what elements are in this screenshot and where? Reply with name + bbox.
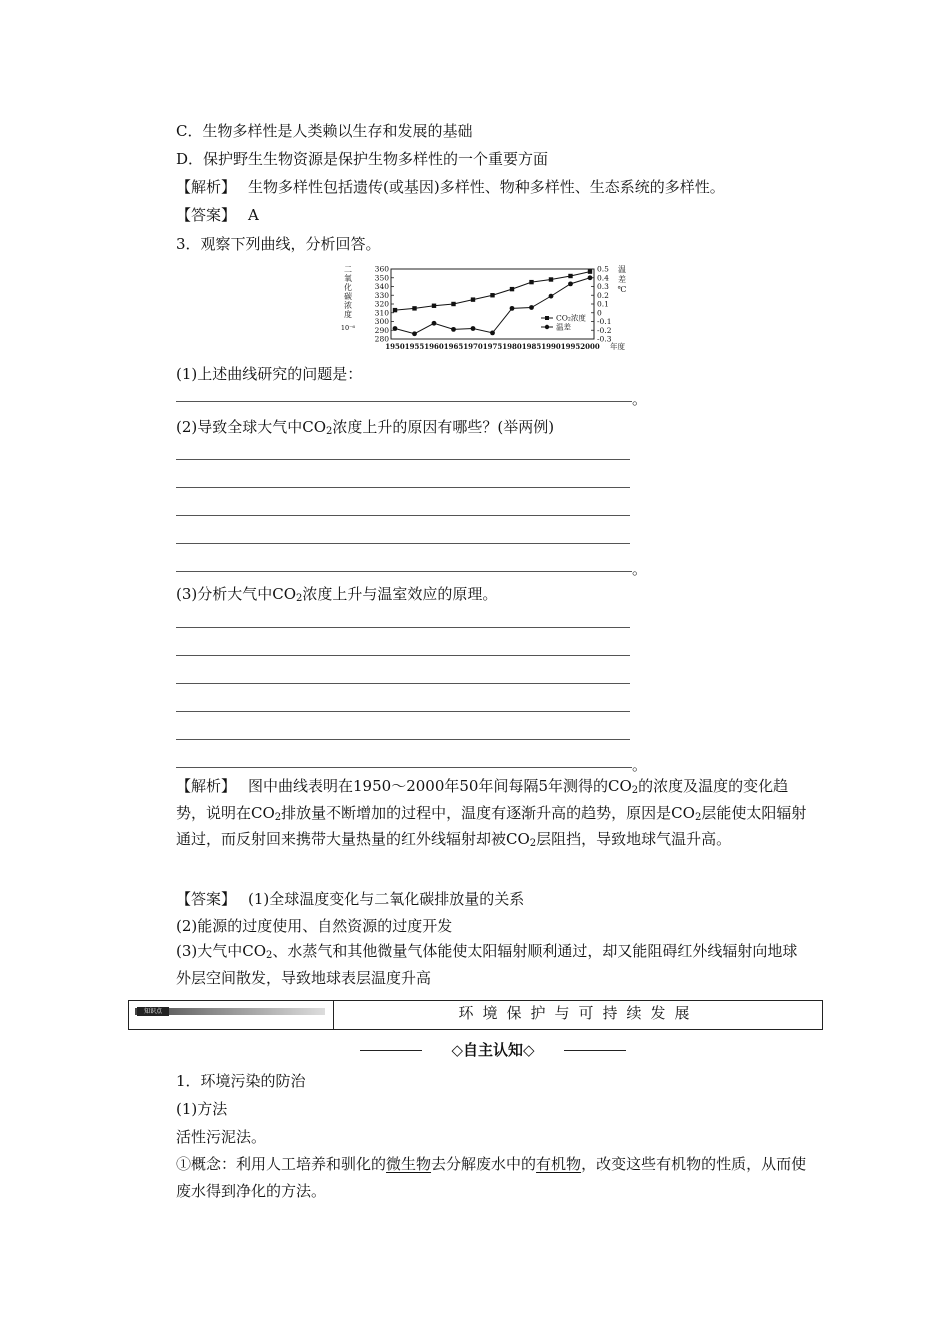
legend-square-marker [545, 316, 549, 320]
blank-period: 。 [632, 390, 648, 408]
blank-period: 。 [632, 756, 648, 774]
left-tick-label: 290 [374, 325, 389, 335]
left-axis-title-char: 度 [344, 310, 352, 319]
co2-point [432, 304, 436, 308]
right-tick-label: 0.5 [597, 264, 609, 274]
knowledge-point-badge: 知识点 [137, 1007, 169, 1016]
temp-point [549, 294, 554, 299]
underlined-term: 微生物 [386, 1155, 432, 1173]
temp-point [529, 305, 534, 310]
answer-label: 【答案】 [176, 206, 237, 224]
left-axis-title-char: 浓 [344, 301, 352, 310]
answer-blank [176, 739, 630, 740]
answer-blank [176, 767, 632, 768]
analysis-label: 【解析】 [176, 178, 237, 196]
left-tick-label: 300 [374, 317, 389, 326]
x-tick-label: 1960 [424, 342, 444, 351]
temp-point [510, 306, 515, 311]
q3-sub2: (2)导致全球大气中$CO_2$浓度上升的原因有哪些？(举两例) [176, 418, 555, 437]
analysis-text: 生物多样性包括遗传(或基因)多样性、物种多样性、生态系统的多样性。 [248, 178, 725, 196]
right-tick-label: 0 [597, 308, 602, 318]
co2-point [529, 280, 533, 284]
co2-temperature-chart [338, 262, 628, 354]
banner-decoration [129, 1001, 334, 1029]
x-tick-label: 2000 [580, 342, 600, 351]
x-tick-label: 1975 [482, 342, 503, 351]
legend-label: 温差 [556, 322, 571, 332]
co2-point [490, 293, 494, 297]
q2-analysis [176, 177, 725, 197]
left-tick-label: 350 [374, 273, 389, 283]
heading-rule-right [564, 1050, 626, 1051]
left-axis-title-char: 碳 [344, 292, 352, 301]
right-tick-label: -0.3 [597, 334, 612, 344]
x-tick-label: 1985 [521, 342, 542, 351]
answer-blank [176, 487, 630, 488]
right-tick-label: 0.1 [597, 299, 609, 309]
right-tick-label: 0.2 [597, 290, 609, 300]
q3-analysis: 【解析】 图中曲线表明在1950～2000年50年间每隔5年测得的$CO_2$的浓度及温度的变化趋势，说明在$CO_2$排放量不断增加的过程中，温度有逐渐升高的趋势，原因是$CO_2$层能使太阳辐射通过，而反射回来携带大量热量的红外线辐射却被$CO_2$层阻挡，导致地球气温升高。 [176, 777, 807, 849]
co2-point [451, 302, 455, 306]
x-tick-label: 1980 [502, 342, 522, 351]
left-axis-title-char: 化 [344, 283, 352, 292]
co2-point [568, 274, 572, 278]
q3-answer-2: (2)能源的过度使用、自然资源的过度开发 [176, 917, 453, 935]
temp-point [588, 275, 593, 280]
q3-answer-1: 【答案】 (1)全球温度变化与二氧化碳排放量的关系 [176, 890, 525, 908]
answer-blank [176, 571, 632, 572]
left-tick-label: 340 [374, 282, 389, 291]
underlined-term: 有机物 [536, 1155, 582, 1173]
concept-paragraph: ①概念：利用人工培养和驯化的微生物去分解废水中的有机物，改变这些有机物的性质，从而使废水得到净化的方法。 [176, 1155, 807, 1200]
diamond-icon: ◇ [451, 1041, 463, 1059]
topic-heading: 1．环境污染的防治 [176, 1072, 306, 1090]
x-tick-label: 1970 [463, 342, 483, 351]
answer-blank [176, 683, 630, 684]
series-line-co2 [395, 272, 590, 311]
answer-blank [176, 459, 630, 460]
x-tick-label: 1950 [385, 342, 405, 351]
left-tick-label: 360 [374, 264, 389, 274]
temp-point [451, 327, 456, 332]
co2-point [412, 306, 416, 310]
left-tick-label: 330 [374, 290, 389, 300]
option-d: D．保护野生生物资源是保护生物多样性的一个重要方面 [176, 150, 549, 168]
answer-blank [176, 627, 630, 628]
temp-point [568, 281, 573, 286]
answer-blank [176, 543, 630, 544]
method-text: 活性污泥法。 [176, 1128, 267, 1146]
diamond-icon: ◇ [523, 1041, 535, 1059]
right-tick-label: 0.4 [597, 273, 609, 283]
x-axis-label: 年度 [610, 342, 625, 351]
answer-label: 【答案】 [176, 890, 237, 908]
right-axis-title-char: 差 [618, 275, 626, 284]
co2-point [510, 287, 514, 291]
q3-sub1: (1)上述曲线研究的问题是： [176, 365, 363, 383]
q3-sub3: (3)分析大气中$CO_2$浓度上升与温室效应的原理。 [176, 585, 498, 604]
section-heading [360, 1040, 626, 1060]
left-tick-label: 280 [374, 334, 389, 344]
answer-blank [176, 655, 630, 656]
x-tick-label: 1990 [541, 342, 561, 351]
temp-point [412, 331, 417, 336]
answer-blank [176, 515, 630, 516]
banner-title: 环境保护与可持续发展 [458, 1004, 699, 1022]
q3-stem: 3．观察下列曲线，分析回答。 [176, 235, 381, 253]
right-tick-label: -0.1 [597, 317, 612, 326]
q3-answer-3: (3)大气中$CO_2$、水蒸气和其他微量气体能使太阳辐射顺利通过，却又能阻碍红外线辐射向地球外层空间散发，导致地球表层温度升高 [176, 942, 798, 987]
answer-text: A [248, 206, 259, 224]
section-title: 自主认知 [462, 1041, 523, 1059]
topic-subheading: (1)方法 [176, 1100, 228, 1118]
co2-point [549, 277, 553, 281]
temp-point [490, 330, 495, 335]
option-c: C．生物多样性是人类赖以生存和发展的基础 [176, 122, 473, 140]
temp-point [432, 321, 437, 326]
left-axis-title-char: 二 [344, 265, 352, 274]
right-tick-label: -0.2 [597, 325, 612, 335]
co2-point [393, 308, 397, 312]
temp-point [471, 326, 476, 331]
section-banner [128, 1000, 823, 1030]
x-tick-label: 1955 [404, 342, 425, 351]
left-axis-title-char: 氧 [344, 274, 352, 283]
answer-blank [176, 711, 630, 712]
left-tick-label: 320 [374, 299, 389, 309]
heading-rule-left [360, 1050, 422, 1051]
left-axis-unit: 10⁻⁶ [340, 324, 356, 332]
blank-period: 。 [632, 560, 648, 578]
x-tick-label: 1995 [560, 342, 581, 351]
co2-point [471, 297, 475, 301]
legend-circle-marker [545, 325, 549, 329]
q2-answer [176, 205, 259, 225]
analysis-label: 【解析】 [176, 777, 237, 795]
x-tick-label: 1965 [443, 342, 464, 351]
right-axis-title-char: 温 [618, 265, 626, 274]
right-axis-title-char: ℃ [617, 285, 627, 294]
answer-blank [176, 401, 632, 402]
co2-point [588, 269, 592, 273]
temp-point [393, 326, 398, 331]
legend-label: CO₂浓度 [556, 313, 586, 323]
left-tick-label: 310 [374, 308, 389, 318]
right-tick-label: 0.3 [597, 282, 609, 291]
